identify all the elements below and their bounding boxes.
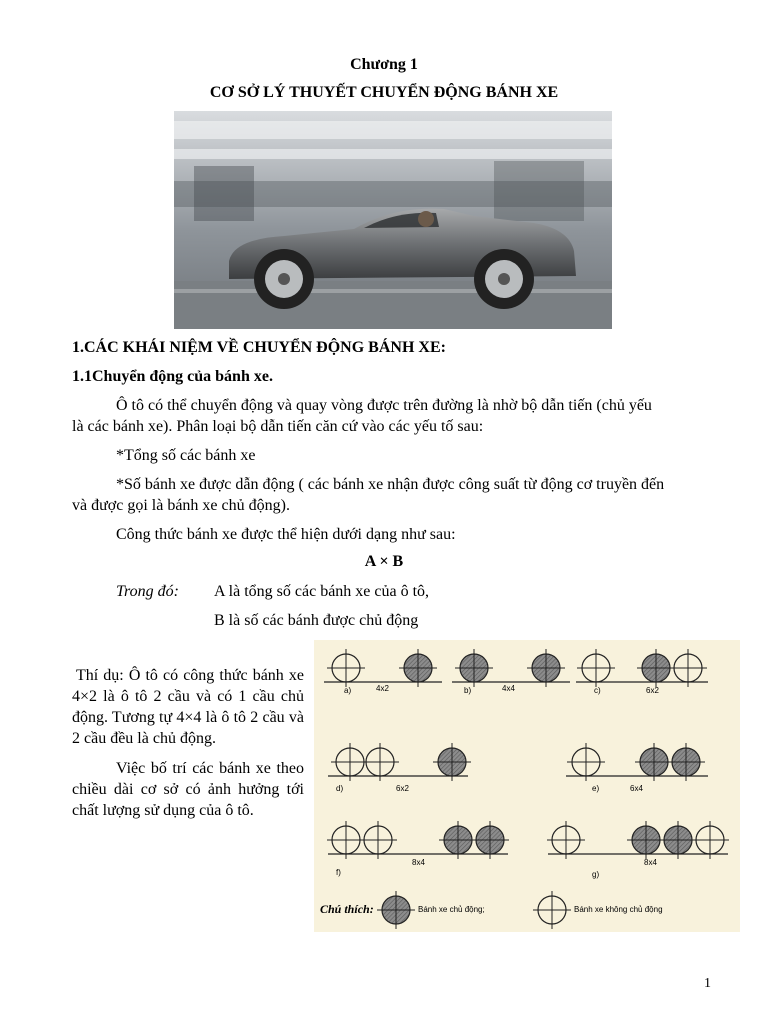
legend-free-wheel: Bánh xe không chủ động [574, 905, 663, 914]
where-a: A là tổng số các bánh xe của ô tô, [214, 583, 430, 600]
section-heading: 1.CÁC KHÁI NIỆM VỀ CHUYỂN ĐỘNG BÁNH XE: [72, 339, 446, 356]
paragraph-line: và được gọi là bánh xe chủ động). [72, 497, 290, 514]
formula-intro: Công thức bánh xe được thể hiện dưới dạng như sau: [116, 526, 456, 543]
diagram-formula-d: 6x2 [396, 784, 409, 793]
diagram-label-b: b) [464, 686, 472, 695]
chapter-number: Chương 1 [350, 56, 418, 73]
chapter-title: CƠ SỞ LÝ THUYẾT CHUYỂN ĐỘNG BÁNH XE [209, 84, 559, 101]
diagram-formula-g: 8x4 [644, 858, 657, 867]
diagram-formula-a: 4x2 [376, 684, 389, 693]
bullet-total-wheels: *Tổng số các bánh xe [116, 447, 256, 464]
car-illustration [174, 111, 612, 329]
car-photo [174, 111, 612, 329]
wheel-layout-diagram [314, 640, 740, 932]
diagram-label-c: c) [594, 686, 601, 695]
legend-driven-wheel: Bánh xe chủ động; [418, 905, 485, 914]
wheel-formula: A × B [364, 553, 404, 570]
where-b: B là số các bánh được chủ động [214, 612, 419, 629]
diagram-label-a: a) [344, 686, 352, 695]
diagram-formula-b: 4x4 [502, 684, 515, 693]
diagram-label-f: f) [336, 868, 341, 877]
bullet-driven-wheels: *Số bánh xe được dẫn động ( các bánh xe nhận được công suất từ động cơ truyền đến [116, 476, 665, 493]
diagram-formula-e: 6x4 [630, 784, 643, 793]
diagram-formula-c: 6x2 [646, 686, 659, 695]
diagram-label-d: d) [336, 784, 344, 793]
legend-title: Chú thích: [320, 902, 374, 916]
layout-paragraph: Việc bố trí các bánh xe theo chiều dài cơ sở có ảnh hưởng tới chất lượng sử dụng của ô tô. [72, 760, 304, 819]
diagram-label-g: g) [592, 870, 600, 879]
paragraph-line: là các bánh xe). Phân loại bộ dẫn tiến căn cứ vào các yếu tố sau: [72, 418, 484, 435]
subsection-heading: 1.1Chuyển động của bánh xe. [72, 368, 273, 385]
example-paragraph: Thí dụ: Ô tô có công thức bánh xe 4×2 là ô tô 2 cầu và có 1 cầu chủ động. Tương tự 4×4 là ô tô 2 cầu và 2 cầu đều là chủ động. [72, 667, 304, 747]
diagram-label-e: e) [592, 784, 600, 793]
where-label: Trong đó: [116, 583, 179, 600]
diagram-formula-f: 8x4 [412, 858, 425, 867]
page-number: 1 [704, 976, 711, 991]
paragraph-line: Ô tô có thể chuyển động và quay vòng được trên đường là nhờ bộ dẫn tiến (chủ yếu [116, 397, 652, 414]
